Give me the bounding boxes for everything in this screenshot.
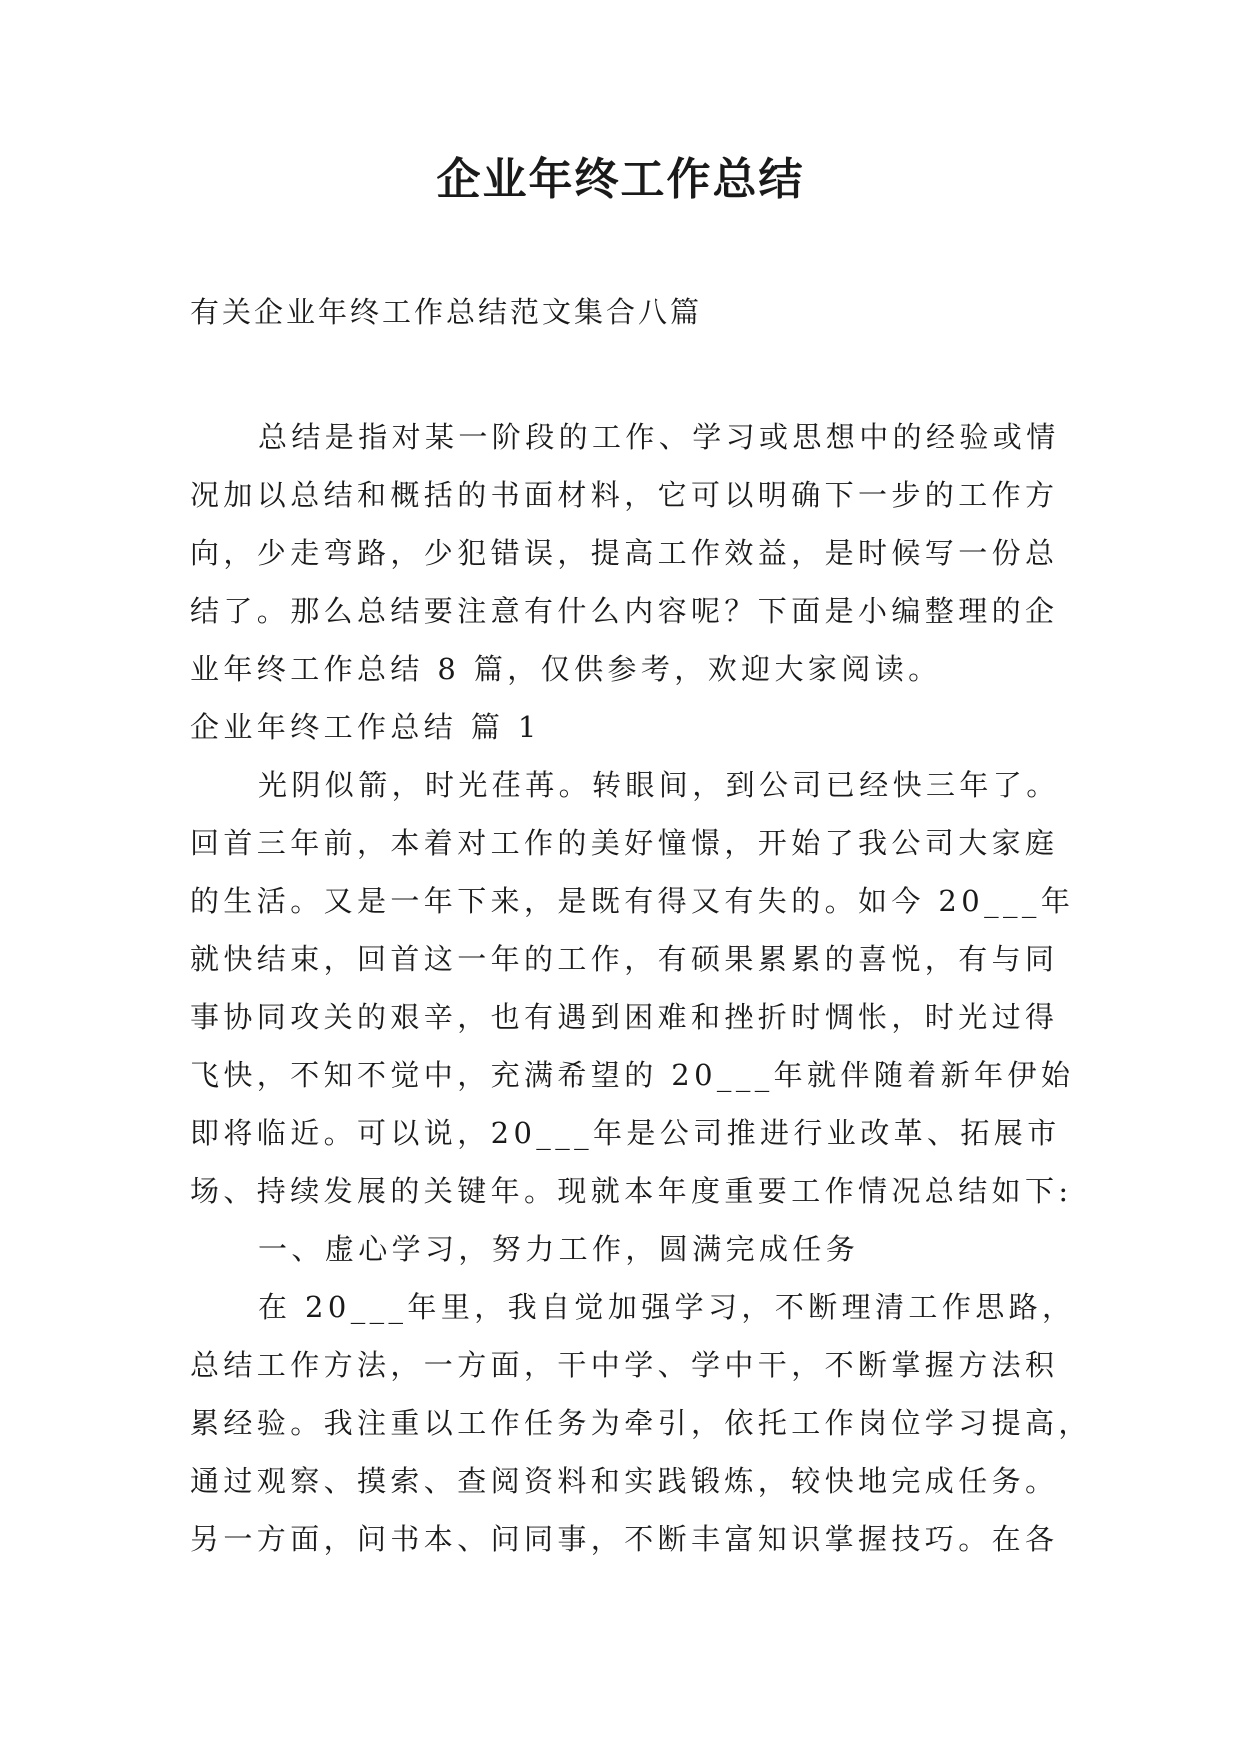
paragraph-line: 累经验。我注重以工作任务为牵引，依托工作岗位学习提高， [190,1406,1092,1440]
section-heading: 企业年终工作总结 篇 1 [190,710,541,744]
paragraph-line: 即将临近。可以说，20___年是公司推进行业改革、拓展市 [190,1116,1061,1150]
paragraph-line: 事协同攻关的艰辛，也有遇到困难和挫折时惆怅，时光过得 [190,1000,1059,1034]
paragraph-line: 况加以总结和概括的书面材料，它可以明确下一步的工作方 [190,478,1059,512]
paragraph-line: 一、虚心学习，努力工作，圆满完成任务 [258,1232,860,1266]
document-subtitle: 有关企业年终工作总结范文集合八篇 [190,295,703,329]
document-body [190,408,1092,1568]
paragraph-line: 总结是指对某一阶段的工作、学习或思想中的经验或情 [258,420,1060,454]
document-title: 企业年终工作总结 [436,154,805,205]
paragraph-line: 向，少走弯路，少犯错误，提高工作效益，是时候写一份总 [190,536,1059,570]
paragraph-line: 业年终工作总结 8 篇，仅供参考，欢迎大家阅读。 [190,652,942,686]
paragraph-line: 场、持续发展的关键年。现就本年度重要工作情况总结如下: [190,1174,1073,1208]
paragraph-line: 的生活。又是一年下来，是既有得又有失的。如今 20___年 [190,884,1075,918]
paragraph-line: 光阴似箭，时光荏苒。转眼间，到公司已经快三年了。 [258,768,1060,802]
paragraph-line: 就快结束，回首这一年的工作，有硕果累累的喜悦，有与同 [190,942,1059,976]
paragraph-line: 总结工作方法，一方面，干中学、学中干，不断掌握方法积 [190,1348,1059,1382]
paragraph-line: 飞快，不知不觉中，充满希望的 20___年就伴随着新年伊始 [190,1058,1075,1092]
paragraph-line: 结了。那么总结要注意有什么内容呢？下面是小编整理的企 [190,594,1059,628]
paragraph-line: 通过观察、摸索、查阅资料和实践锻炼，较快地完成任务。 [190,1464,1059,1498]
paragraph-line: 回首三年前，本着对工作的美好憧憬，开始了我公司大家庭 [190,826,1059,860]
paragraph-line: 另一方面，问书本、问同事，不断丰富知识掌握技巧。在各 [190,1522,1059,1556]
paragraph-line: 在 20___年里，我自觉加强学习，不断理清工作思路， [258,1290,1076,1324]
